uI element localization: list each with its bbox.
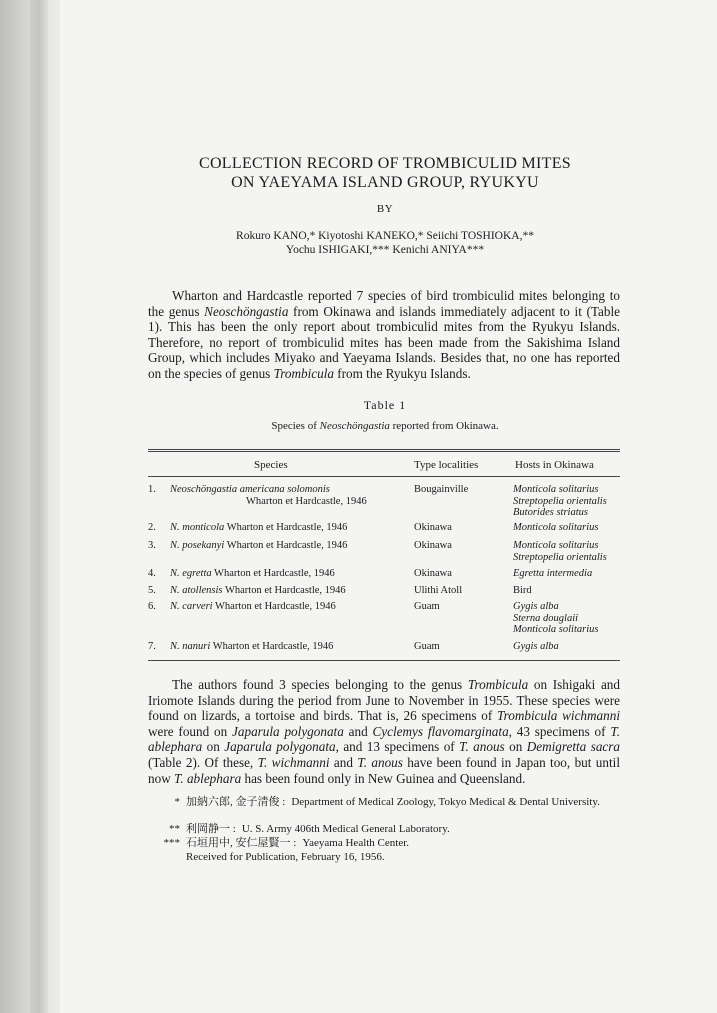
intro-text-1: Wharton and Hardcastle reported 7 species of bird trombiculid mites belonging to the genus — [148, 288, 620, 319]
results-taxon: T. anous — [357, 754, 403, 770]
title-line-1: COLLECTION RECORD OF TROMBICULID MITES — [198, 155, 571, 172]
row-host: Monticola solitarius — [513, 624, 599, 635]
caption-genus: Neoschöngastia — [319, 420, 390, 432]
table-title: Table 1 — [363, 398, 407, 412]
footnote-mark: ** — [169, 823, 180, 835]
intro-genus-2: Trombicula — [273, 365, 334, 381]
title-line-2: ON YAEYAMA ISLAND GROUP, RYUKYU — [231, 174, 539, 191]
row-host: Butorides striatus — [513, 507, 588, 518]
footnote — [158, 837, 623, 850]
results-text: on — [202, 739, 225, 755]
row-authority: Wharton et Hardcastle, 1946 — [226, 540, 348, 551]
intro-paragraph — [148, 288, 620, 382]
results-text: (Table 2). Of these, — [148, 754, 258, 770]
author-list — [150, 229, 620, 257]
results-text: , 43 specimens of — [508, 723, 611, 739]
table-top-rule — [148, 449, 620, 452]
row-host: Monticola solitarius — [513, 540, 599, 551]
results-taxon: T. anous — [459, 739, 505, 755]
row-number: 7. — [148, 641, 156, 652]
row-host: Gygis alba — [513, 601, 559, 612]
header-species: Species — [254, 459, 288, 471]
byline-label: BY — [376, 203, 394, 215]
row-number: 6. — [148, 601, 156, 612]
results-text: and — [343, 723, 373, 739]
caption-pre: Species of — [271, 420, 320, 432]
results-taxon: T. ablephara — [148, 723, 620, 755]
footnote-mark: *** — [163, 837, 180, 849]
intro-text-2: from Okinawa and islands immediately adjacent to it (Table 1). This has been the only report about trombiculid mites from the Ryukyu Islands. Therefore, no report of trombiculid mites has been made from the Sakishima Island Group, which includes Miyako and Yaeyama Islands. Besides that, no one has reported on the species of genus — [148, 303, 620, 381]
table-caption — [150, 420, 620, 432]
row-number: 3. — [148, 540, 156, 551]
received-date: Received for Publication, February 16, 1956. — [186, 851, 385, 863]
row-host: Bird — [513, 585, 532, 596]
footnote-text: Yaeyama Health Center. — [302, 837, 410, 849]
intro-text-3: from the Ryukyu Islands. — [333, 365, 471, 381]
footnote — [158, 851, 623, 864]
row-species: N. nanuri — [170, 641, 211, 652]
footnote — [158, 823, 623, 836]
results-taxon: T. ablephara — [174, 770, 242, 786]
row-authority: Wharton et Hardcastle, 1946 — [212, 641, 334, 652]
table-bottom-rule — [148, 660, 620, 661]
authors-line-2: Yochu ISHIGAKI,*** Kenichi ANIYA*** — [285, 244, 485, 256]
row-host: Gygis alba — [513, 641, 559, 652]
row-locality: Bougainville — [414, 484, 469, 495]
article-title — [150, 154, 620, 192]
authors-line-1: Rokuro KANO,* Kiyotoshi KANEKO,* Seiichi TOSHIOKA,** — [236, 230, 534, 242]
row-host: Streptopelia orientalis — [513, 551, 607, 563]
row-host: Sterna douglaii — [513, 612, 579, 624]
row-host: Egretta intermedia — [513, 568, 593, 579]
row-authority: Wharton et Hardcastle, 1946 — [226, 522, 348, 533]
results-text: have been found in Japan too, but until now — [148, 754, 620, 786]
row-authority: Wharton et Hardcastle, 1946 — [214, 568, 335, 579]
row-species: N. egretta — [170, 568, 212, 579]
row-species: N. monticola — [170, 522, 225, 533]
header-type-localities: Type localities — [414, 459, 479, 471]
footnote-text: Department of Medical Zoology, Tokyo Medical & Dental University. — [291, 796, 600, 808]
intro-genus-1: Neoschöngastia — [204, 303, 289, 319]
row-locality: Okinawa — [414, 568, 452, 579]
row-authority: Wharton et Hardcastle, 1946 — [246, 495, 367, 507]
results-paragraph — [148, 677, 620, 786]
row-host: Monticola solitarius — [513, 484, 599, 495]
results-taxon: Demigretta sacra — [526, 739, 620, 755]
footnote-japanese: 利岡静一 : — [186, 823, 236, 835]
footnote-mark — [158, 851, 186, 864]
row-species: N. posekanyi — [170, 540, 225, 551]
results-taxon: Japarula polygonata — [232, 723, 344, 739]
row-locality: Okinawa — [414, 522, 452, 533]
row-species: Neoschöngastia americana solomonis — [170, 484, 330, 495]
results-taxon: T. wichmanni — [257, 754, 330, 770]
row-authority: Wharton et Hardcastle, 1946 — [224, 585, 346, 596]
results-text: and — [329, 754, 358, 770]
footnote-mark: * — [174, 796, 180, 808]
row-locality: Guam — [414, 641, 440, 652]
results-taxon: Japarula polygonata — [224, 739, 336, 755]
results-text: has been found only in New Guinea and Queensland. — [241, 770, 526, 786]
row-authority: Wharton et Hardcastle, 1946 — [215, 601, 336, 612]
results-text: , and 13 specimens of — [335, 739, 460, 755]
row-number: 5. — [148, 585, 156, 596]
caption-post: reported from Okinawa. — [389, 420, 499, 432]
results-taxon: Cyclemys flavomarginata — [372, 723, 509, 739]
row-species: N. atollensis — [170, 585, 223, 596]
book-gutter — [30, 0, 48, 1013]
header-hosts: Hosts in Okinawa — [515, 459, 594, 471]
row-number: 4. — [148, 568, 156, 579]
results-text: on — [504, 739, 527, 755]
row-locality: Ulithi Atoll — [414, 585, 463, 596]
results-text: were found on — [148, 723, 233, 739]
table-header-rule — [148, 476, 620, 477]
row-number: 2. — [148, 522, 156, 533]
row-species: N. carveri — [170, 601, 213, 612]
footnote-japanese: 加納六郎, 金子清俊 : — [186, 796, 286, 808]
row-host: Streptopelia orientalis — [513, 495, 607, 507]
results-text: The authors found 3 species belonging to the genus — [172, 677, 468, 692]
results-taxon: Trombicula wichmanni — [497, 708, 620, 724]
row-host: Monticola solitarius — [513, 522, 599, 533]
footnote-japanese: 石垣用中, 安仁屋賢一 : — [186, 837, 297, 849]
footnote-text: U. S. Army 406th Medical General Laboratory. — [241, 823, 450, 835]
row-locality: Guam — [414, 601, 440, 612]
row-locality: Okinawa — [414, 540, 452, 551]
results-text: on Ishigaki and Iriomote Islands during the period from June to November in 1955. These species were found on lizards, a tortoise and birds. That is, 26 specimens of — [148, 677, 620, 724]
row-number: 1. — [148, 484, 156, 495]
footnote — [158, 796, 623, 809]
results-taxon: Trombicula — [467, 677, 529, 692]
